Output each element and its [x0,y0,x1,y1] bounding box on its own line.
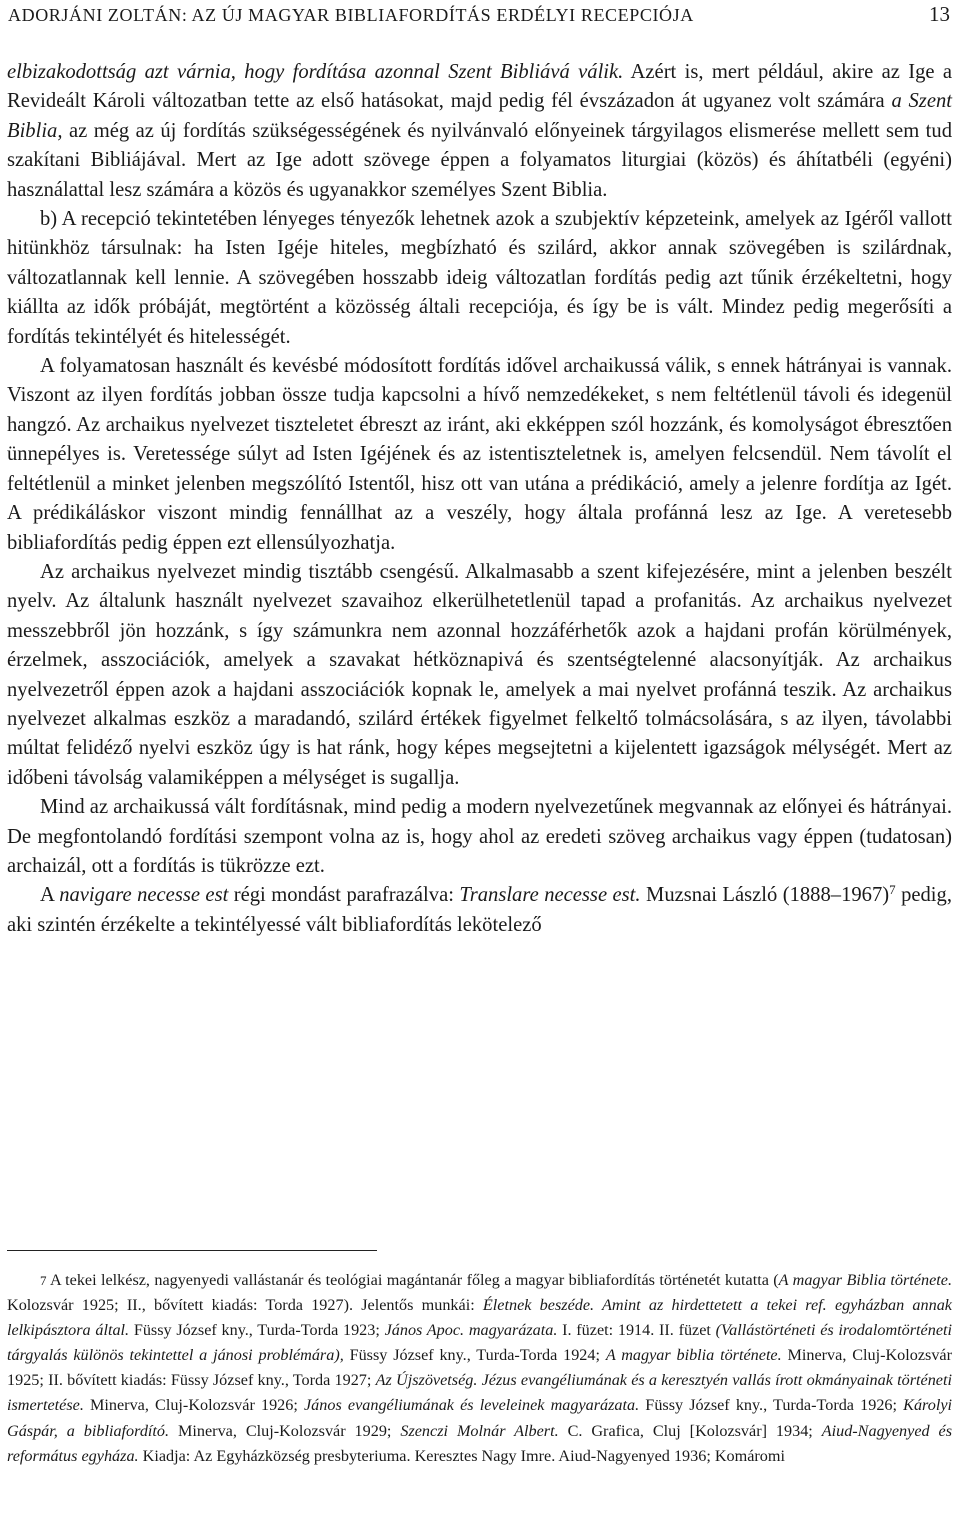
paragraph: Mind az archaikussá vált fordításnak, mind pedig a modern nyelvezetűnek megvannak az előnyei és hátrányai. De megfontolandó fordítási szempont volna az is, hogy ahol az eredeti szöveg archaikus vagy éppen (tudatosan) archaizál, ott a fordítás is tükrözze ezt. [7,796,952,877]
italic-phrase: A magyar Biblia története. [778,1271,952,1289]
text-run: A tekei lelkész, nagyenyedi vallástanár és teológiai magántanár főleg a magyar bibliafordítás történetét kutatta ( [46,1271,779,1289]
italic-phrase: navigare necesse est [59,884,229,907]
text-run: az még az új fordítás szükségességének és nyilvánvaló előnyeinek tárgyilagos elismerése mellett sem tud szakítani Bibliájával. Mert az Ige adott szövege éppen a folyamatos liturgiai (közös) és áhítatbéli (egyéni) használattal lesz számára a közös és ugyanakkor személyes Szent Biblia. [7,119,952,201]
paragraph: Az archaikus nyelvezet mindig tisztább csengésű. Alkalmasabb a szent kifejezésére, mint a jelenben beszélt nyelv. Az általunk használt nyelvezet szavaihoz elkerülhetetlenül tapad a profanitás. Az archaikus nyelvezet messzebbről jön hozzánk, s így számunkra nem azonnal hozzáférhetők azok a hajdani profán körülmények, érzelmek, asszociációk, amelyek a szavakat hétköznapivá és szentségtelenné alacsonyítják. Az archaikus nyelvezetről éppen azok a hajdani asszociációk kopnak le, amelyek a mai nyelvet profánná teszik. Az archaikus nyelvezet alkalmas eszköz a maradandó, szilárd értékek figyelmet felkeltő tolmácsolására, s az ilyen, távolabbi múltat felidéző nyelvi eszköz úgy is hat ránk, hogy képes megsejtetni a kijelentett igazságok mélységét. Mert az időbeni távolság valamiképpen a mélységet is sugallja. [7,560,952,789]
text-run: I. füzet: 1914. II. füzet [557,1321,716,1340]
footnote-separator [7,1250,377,1251]
paragraph: A folyamatosan használt és kevésbé módosított fordítás idővel archaikussá válik, s ennek hátrányai is vannak. Viszont az ilyen fordítás jobban össze tudja kapcsolni a hívő nemzedékeket, s nem feltétlenül távoli és idegenül hangzó. Az archaikus nyelvezet tiszteletet ébreszt az iránt, aki ekképpen szól hozzánk, és komolyságot ébresztően ünnepélyes is. Veretessége súlyt ad Isten Igéjének és az istentiszteletnek is, amelyen felcsendül. Nem távolít el feltétlenül a minket jelenben megszólító Istentől, hisz ott van utána a prédikáció, amely a jelenre fordítja az Igét. A prédikáláskor viszont mindig fennállhat az a veszély, hogy általa profánná lesz az Ige. A veretesebb bibliafordítás pedig éppen ezt ellensúlyozhatja. [7,355,952,554]
italic-phrase: (Vallástörténeti és irodalomtörténeti tárgyalás különös tekintettel a jánosi problémára), [7,1321,953,1365]
text-run: régi mondást parafrazálva: [228,884,460,907]
text-run: Minerva, Cluj-Kolozsvár 1925; II. bővített kiadás: Füssy József kny., Torda 1927; [7,1346,952,1390]
running-header [8,2,950,30]
italic-phrase: elbizakodottság azt várnia, hogy fordítása azonnal Szent Bibliává válik. [7,61,624,83]
italic-phrase: Életnek beszéde. Amint az hirdettetett a tekei ref. egyházban annak lelkipásztora által. [7,1296,952,1340]
text-run: Azért is, mert például, akire az Ige a Revideált Károli változatban tette az első hatásokat, majd pedig fél évszázadon át ugyanez volt számára [7,61,952,113]
paragraph [7,58,952,205]
footnote-reference[interactable]: 7 [889,882,896,898]
paragraph: b) A recepció tekintetében lényeges tényezők lehetnek azok a szubjektív képzeteink, amelyek az Igéről vallott hitünkhöz társulnak: ha Isten Igéje hiteles, megbízható és szilárd, akkor annak szövegében is szilárdnak, változatlannak kell lennie. A szövegében hosszabb ideig változatlan fordítás pedig azt tűnik érzékeltetni, hogy kiállta az idők próbáját, megtörtént a közösség általi recepciója, és így be is vált. Mindez pedig megerősíti a fordítás tekintélyét és hitelességét. [7,208,952,348]
text-run: Kiadja: Az Egyházközség presbyteriuma. Keresztes Nagy Imre. Aiud-Nagyenyed 1936; Komáromi [138,1446,785,1465]
text-run: A [40,884,60,907]
text-run: Füssy József kny., Turda-Torda 1926; [639,1396,904,1415]
text-run: Minerva, Cluj-Kolozsvár 1929; [169,1421,401,1440]
italic-phrase: Translare necesse est. [459,884,641,907]
footnote [7,1268,952,1469]
footnote-text [7,1268,952,1469]
italic-phrase: János Apoc. magyarázata. [384,1321,558,1340]
italic-phrase: Az Újszövetség. Jézus evangéliumának és a keresztyén vallás írott okmányainak történeti ismertetése. [7,1371,952,1415]
text-run: Füssy József kny., Turda-Torda 1924; [343,1346,606,1365]
text-run: Muzsnai László (1888–1967) [640,884,890,907]
italic-phrase: Károlyi Gáspár, a bibliafordító. [7,1396,953,1440]
text-run: C. Grafica, Cluj [Kolozsvár] 1934; [558,1421,822,1440]
italic-phrase: Aiud-Nagyenyed és református egyháza. [7,1421,953,1465]
running-title: ADORJÁNI ZOLTÁN: AZ ÚJ MAGYAR BIBLIAFORDÍTÁS ERDÉLYI RECEPCIÓJA [8,5,694,25]
paragraph [7,881,952,940]
text-run: Kolozsvár 1925; II., bővített kiadás: Torda 1927). Jelentős munkái: [7,1296,483,1315]
italic-phrase: A magyar biblia története. [605,1346,782,1365]
body-text [7,58,952,940]
footnote-marker: 7 [40,1273,47,1288]
page-number: 13 [929,2,950,26]
italic-phrase: János evangéliumának és leveleinek magyarázata. [304,1396,640,1415]
italic-phrase: Szenczi Molnár Albert. [400,1421,559,1440]
text-run: pedig, aki szintén érzékelte a tekintélyessé vált bibliafordítás lekötelező [7,884,952,936]
text-run: Füssy József kny., Turda-Torda 1923; [129,1321,385,1340]
italic-phrase: a Szent Biblia, [7,90,952,142]
text-run: Minerva, Cluj-Kolozsvár 1926; [83,1396,304,1415]
